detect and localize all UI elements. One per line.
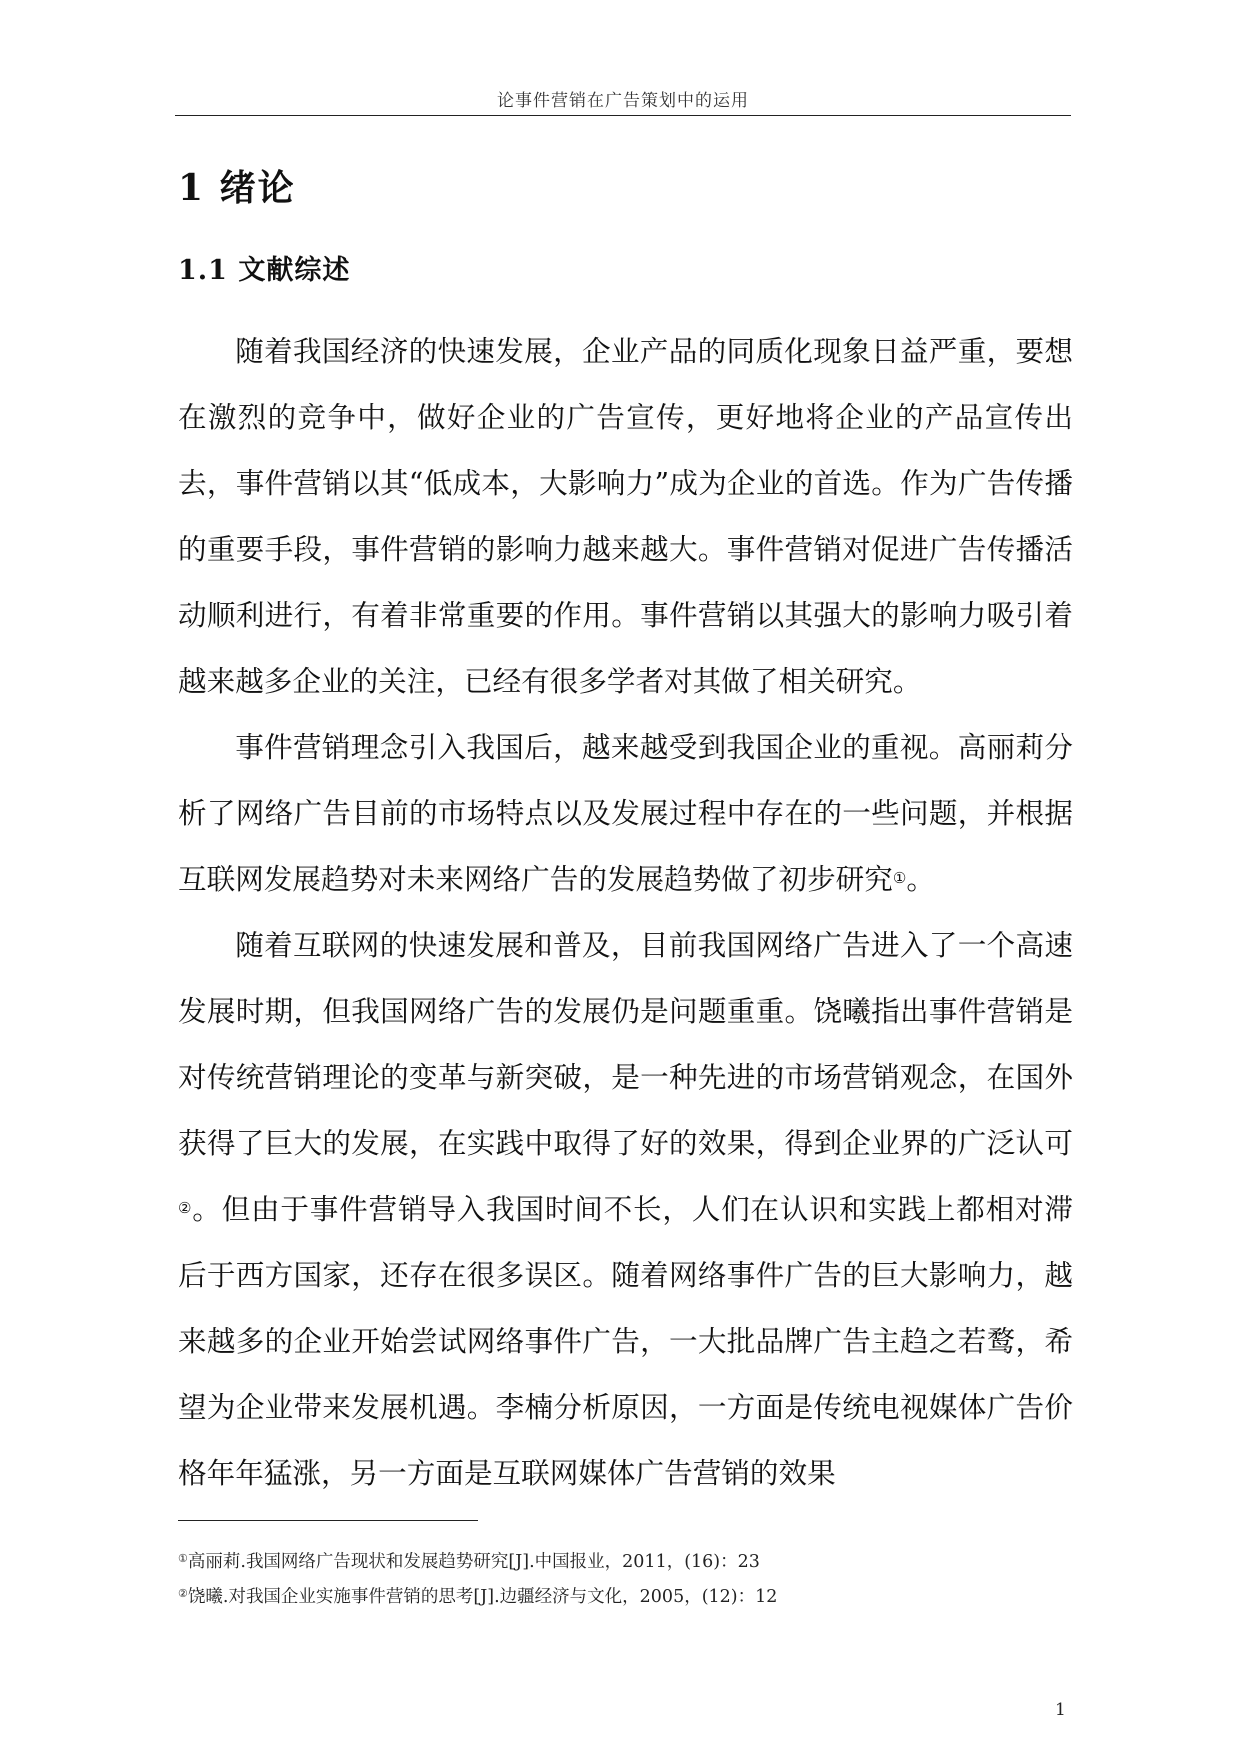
paragraph-3-text: 随着互联网的快速发展和普及，目前我国网络广告进入了一个高速发展时期，但我国网络广告的发展仍是问题重重。饶曦指出事件营销是对传统营销理论的变革与新突破，是一种先进的市场营销观念，在国外获得了巨大的发展，在实践中取得了好的效果，得到企业界的广泛认可 — [178, 928, 1073, 1160]
footnote-2-text: 饶曦.对我国企业实施事件营销的思考[J].边疆经济与文化，2005，(12)：12 — [187, 1587, 778, 1607]
paragraph-2-text: 事件营销理念引入我国后，越来越受到我国企业的重视。高丽莉分析了网络广告目前的市场特点以及发展过程中存在的一些问题，并根据互联网发展趋势对未来网络广告的发展趋势做了初步研究 — [178, 730, 1073, 896]
paragraph-1 — [178, 318, 1073, 714]
section-heading: 1.1 文献综述 — [178, 255, 351, 286]
chapter-heading: 1 绪论 — [178, 167, 296, 209]
footnote-separator — [178, 1520, 478, 1521]
header-rule — [175, 115, 1071, 116]
footnotes — [178, 1545, 1073, 1615]
paragraph-2 — [178, 714, 1073, 912]
footnote-2 — [178, 1580, 1073, 1615]
page-number: 1 — [1055, 1700, 1066, 1720]
footnote-1 — [178, 1545, 1073, 1580]
footnote-ref-2[interactable]: ② — [178, 1199, 193, 1217]
paragraph-2-end: 。 — [906, 862, 935, 896]
footnote-1-text: 高丽莉.我国网络广告现状和发展趋势研究[J].中国报业，2011，(16)：23 — [187, 1552, 760, 1572]
body-text — [178, 318, 1073, 1506]
paragraph-3-end: 。但由于事件营销导入我国时间不长，人们在认识和实践上都相对滞后于西方国家，还存在很多误区。随着网络事件广告的巨大影响力，越来越多的企业开始尝试网络事件广告，一大批品牌广告主趋之若鹜，希望为企业带来发展机遇。李楠分析原因，一方面是传统电视媒体广告价格年年猛涨，另一方面是互联网媒体广告营销的效果 — [178, 1192, 1073, 1490]
footnote-ref-1[interactable]: ① — [892, 869, 907, 887]
running-header: 论事件营销在广告策划中的运用 — [497, 91, 749, 111]
footnote-2-mark: ② — [178, 1587, 188, 1600]
paragraph-1-text: 随着我国经济的快速发展，企业产品的同质化现象日益严重，要想在激烈的竞争中，做好企业的广告宣传，更好地将企业的产品宣传出去，事件营销以其“低成本，大影响力”成为企业的首选。作为广告传播的重要手段，事件营销的影响力越来越大。事件营销对促进广告传播活动顺利进行，有着非常重要的作用。事件营销以其强大的影响力吸引着越来越多企业的关注，已经有很多学者对其做了相关研究。 — [178, 334, 1073, 698]
paragraph-3 — [178, 912, 1073, 1506]
footnote-1-mark: ① — [178, 1552, 188, 1565]
